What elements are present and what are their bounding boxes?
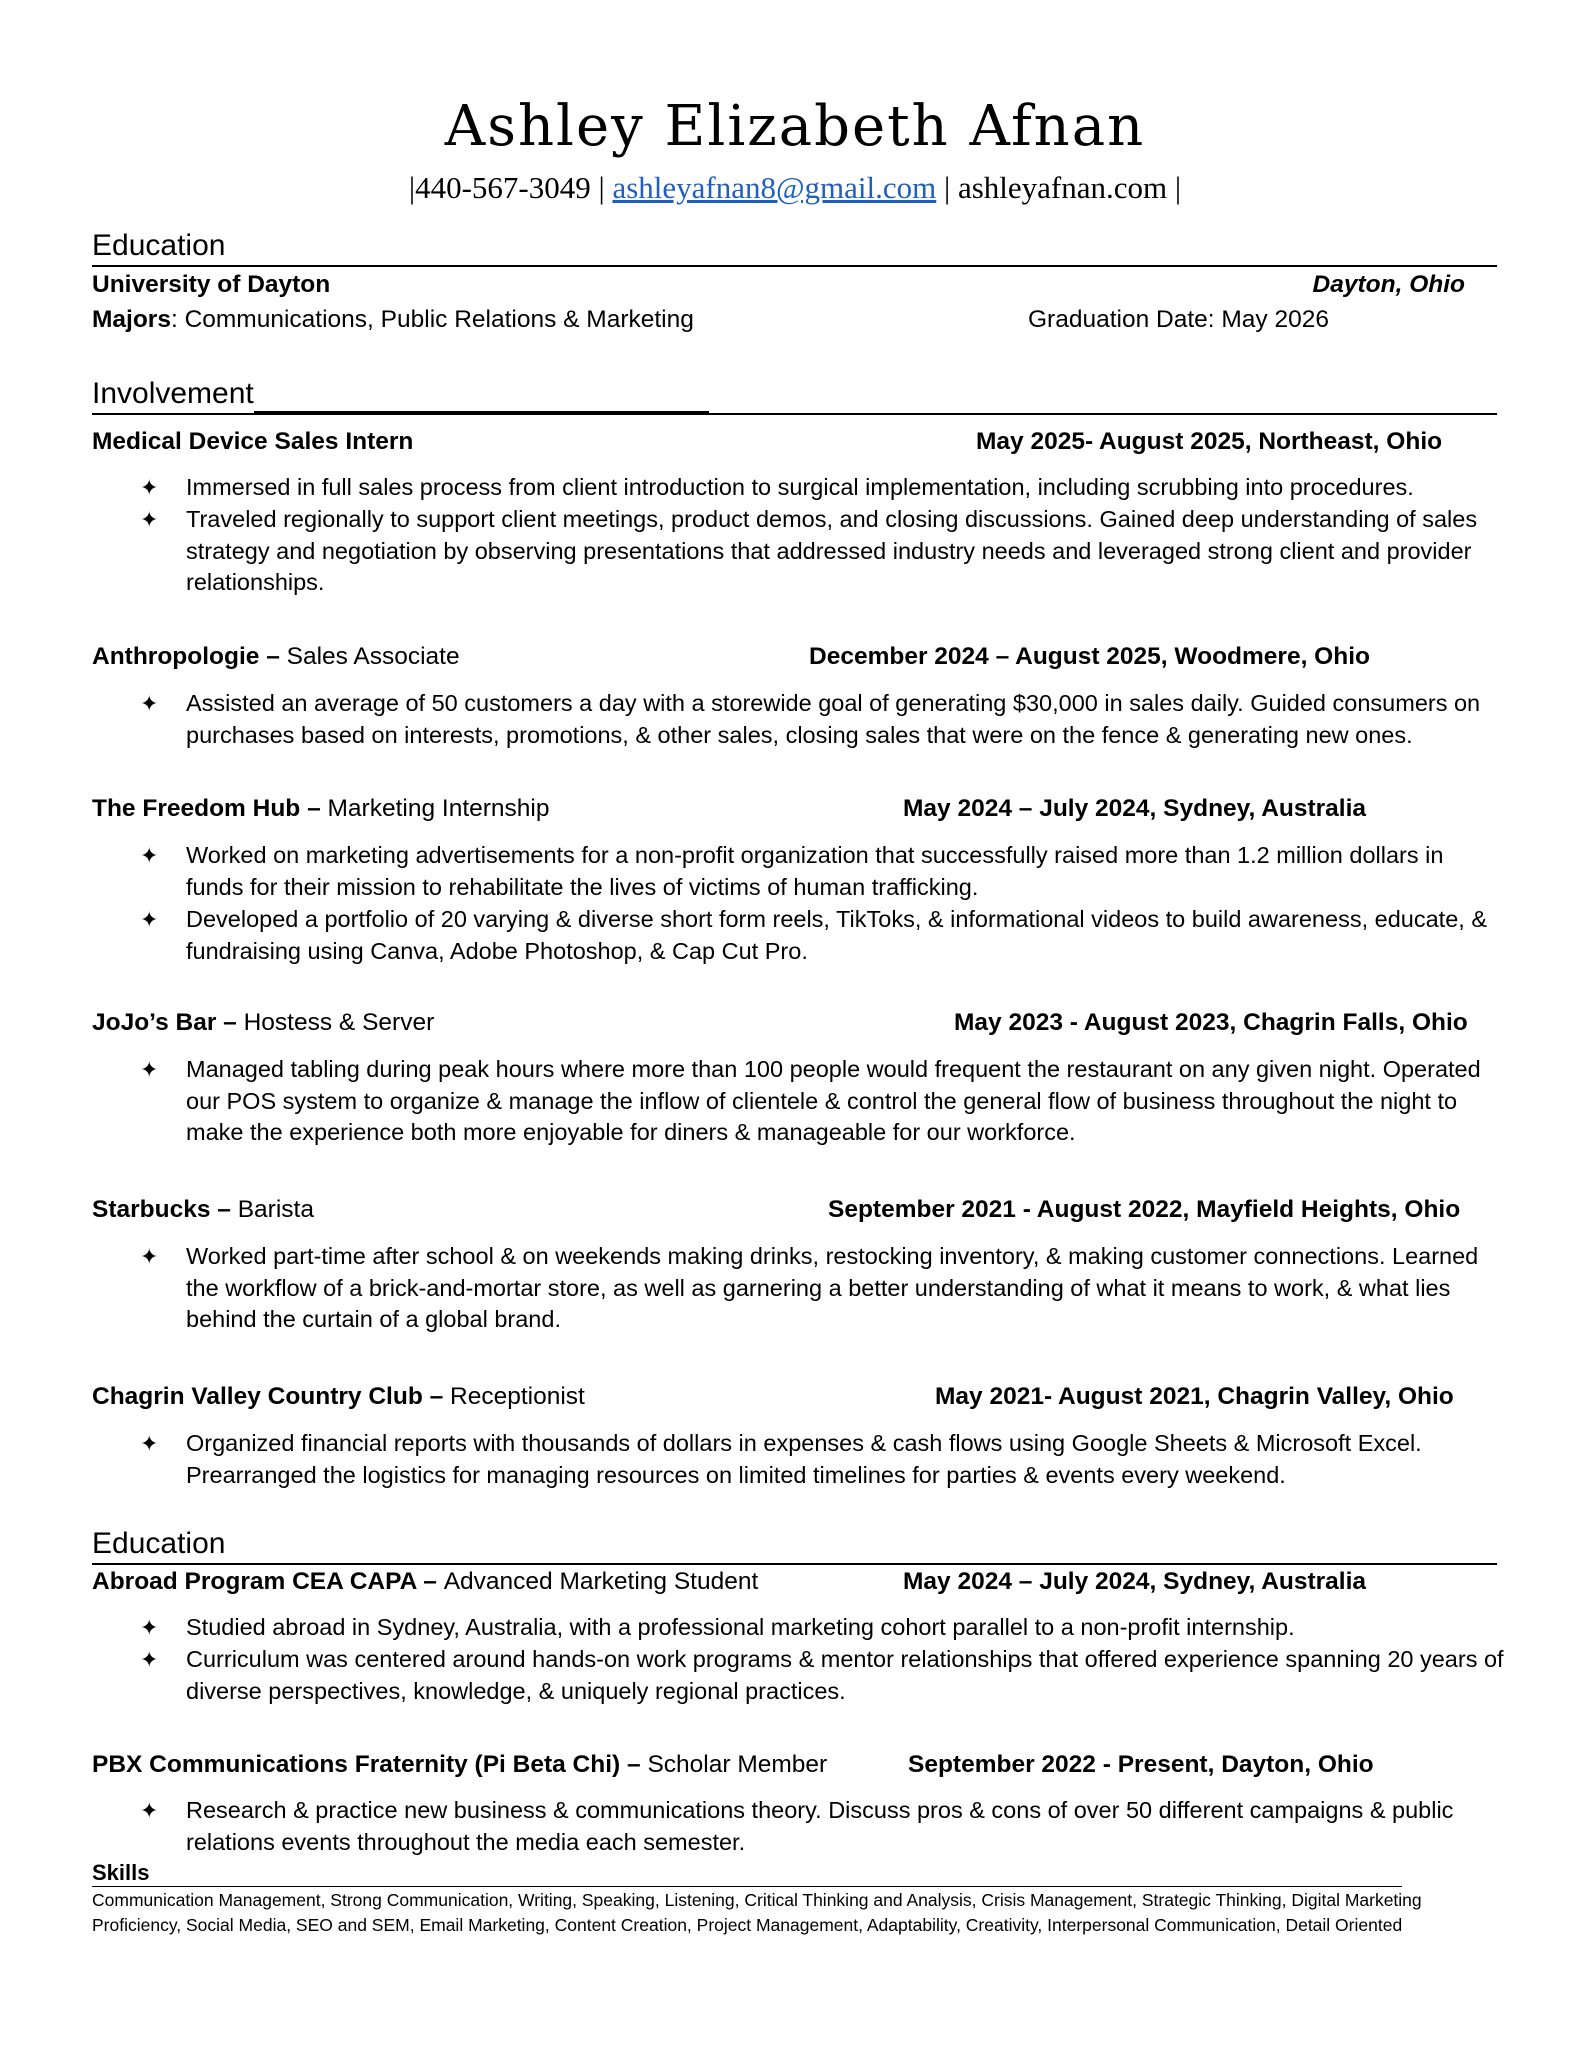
bullet-item: ✦ Curriculum was centered around hands-on work programs & mentor relationships that offered experience spanning 20 years of diverse perspectives, knowledge, & uniquely regional practices. xyxy=(140,1646,1504,1704)
bullet-item: ✦ Assisted an average of 50 customers a day with a storewide goal of generating $30,000 in sales daily. Guided consumers on purchases based on interests, promotions, & other sales, closing sales that were on the fence & generating new ones. xyxy=(140,690,1481,748)
email-link[interactable]: ashleyafnan8@gmail.com xyxy=(612,170,937,205)
website: | ashleyafnan.com | xyxy=(944,170,1182,205)
section-heading-education: Education xyxy=(92,228,1497,267)
job-title: JoJo’s Bar – Hostess & Server xyxy=(92,1009,435,1036)
job-title: The Freedom Hub – Marketing Internship xyxy=(92,795,550,822)
star-bullet-icon: ✦ xyxy=(140,475,159,500)
skills-list: Communication Management, Strong Communication, Writing, Speaking, Listening, Critical Thinking and Analysis, Crisis Management, Strategic Thinking, Digital Marketing Proficiency, Social Media, SEO and SEM, Email Marketing, Content Creation, Project Management, Adaptability, Creativity, Interpersonal Communication, Detail Oriented xyxy=(92,1890,1422,1935)
candidate-name: Ashley Elizabeth Afnan xyxy=(444,94,1146,159)
section-heading-skills: Skills xyxy=(92,1860,1402,1887)
job-dates: December 2024 – August 2025, Woodmere, Ohio xyxy=(809,643,1370,670)
job-title: Starbucks – Barista xyxy=(92,1196,314,1223)
bullet-item: ✦ Immersed in full sales process from client introduction to surgical implementation, including scrubbing into procedures. xyxy=(186,472,1506,504)
bullet-item: ✦ Organized financial reports with thousands of dollars in expenses & cash flows using Google Sheets & Microsoft Excel. Prearranged the logistics for managing resources on limited timelines for parties & events every weekend. xyxy=(140,1430,1422,1488)
program-title: PBX Communications Fraternity (Pi Beta Chi) – Scholar Member xyxy=(92,1751,828,1778)
star-bullet-icon: ✦ xyxy=(140,1244,159,1269)
bullet-item: ✦ Worked on marketing advertisements for a non-profit organization that successfully raised more than 1.2 million dollars in funds for their mission to rehabilitate the lives of victims of human trafficking. xyxy=(140,842,1444,900)
star-bullet-icon: ✦ xyxy=(140,1057,159,1082)
program-dates: May 2024 – July 2024, Sydney, Australia xyxy=(903,1568,1367,1595)
majors-label: Majors xyxy=(92,306,171,333)
star-bullet-icon: ✦ xyxy=(140,1615,159,1640)
job-title: Medical Device Sales Intern xyxy=(92,428,414,455)
job-dates: September 2021 - August 2022, Mayfield Heights, Ohio xyxy=(828,1196,1461,1223)
program-title: Abroad Program CEA CAPA – Advanced Marketing Student xyxy=(92,1568,759,1595)
star-bullet-icon: ✦ xyxy=(140,1647,159,1672)
majors-value: : Communications, Public Relations & Marketing xyxy=(170,306,694,333)
graduation-date: Graduation Date: May 2026 xyxy=(1028,306,1329,333)
school-location: Dayton, Ohio xyxy=(1312,271,1465,298)
job-dates: May 2025- August 2025, Northeast, Ohio xyxy=(976,428,1443,455)
bullet-item: ✦ Traveled regionally to support client meetings, product demos, and closing discussions. Gained deep understanding of sales strategy and negotiation by observing presentations that addressed industry needs and leveraged strong client and provider relationships. xyxy=(140,506,1478,595)
job-dates: May 2021- August 2021, Chagrin Valley, Ohio xyxy=(935,1383,1454,1410)
star-bullet-icon: ✦ xyxy=(140,1431,159,1456)
program-dates: September 2022 - Present, Dayton, Ohio xyxy=(908,1751,1374,1778)
phone-number: |440-567-3049 | xyxy=(408,170,605,205)
job-title: Anthropologie – Sales Associate xyxy=(92,643,460,670)
star-bullet-icon: ✦ xyxy=(140,1798,159,1823)
job-dates: May 2023 - August 2023, Chagrin Falls, Ohio xyxy=(954,1009,1468,1036)
bullet-item: ✦ Developed a portfolio of 20 varying & diverse short form reels, TikToks, & informational videos to build awareness, educate, & fundraising using Canva, Adobe Photoshop, & Cap Cut Pro. xyxy=(140,906,1487,964)
star-bullet-icon: ✦ xyxy=(140,507,159,532)
job-dates: May 2024 – July 2024, Sydney, Australia xyxy=(903,795,1367,822)
star-bullet-icon: ✦ xyxy=(140,907,159,932)
majors-line xyxy=(92,305,694,335)
bullet-item: ✦ Studied abroad in Sydney, Australia, with a professional marketing cohort parallel to a non-profit internship. xyxy=(186,1612,1506,1644)
job-title: Chagrin Valley Country Club – Receptionist xyxy=(92,1383,585,1410)
bullet-item: ✦ Managed tabling during peak hours where more than 100 people would frequent the restaurant on any given night. Operated our POS system to organize & manage the inflow of clientele & control the general flow of business throughout the night to make the experience both more enjoyable for diners & manageable for our workforce. xyxy=(140,1056,1481,1145)
section-heading-education-abroad: Education xyxy=(92,1526,1497,1565)
bullet-item: ✦ Research & practice new business & communications theory. Discuss pros & cons of over 50 different campaigns & public relations events throughout the media each semester. xyxy=(140,1797,1454,1855)
star-bullet-icon: ✦ xyxy=(140,843,159,868)
section-heading-involvement: Involvement xyxy=(92,376,1497,415)
heading-underline-decoration xyxy=(254,385,709,413)
bullet-item: ✦ Worked part-time after school & on weekends making drinks, restocking inventory, & making customer connections. Learned the workflow of a brick-and-mortar store, as well as garnering a better understanding of what it means to work, & what lies behind the curtain of a global brand. xyxy=(140,1243,1479,1332)
school-name: University of Dayton xyxy=(92,271,331,298)
star-bullet-icon: ✦ xyxy=(140,691,159,716)
contact-line xyxy=(0,168,1590,208)
